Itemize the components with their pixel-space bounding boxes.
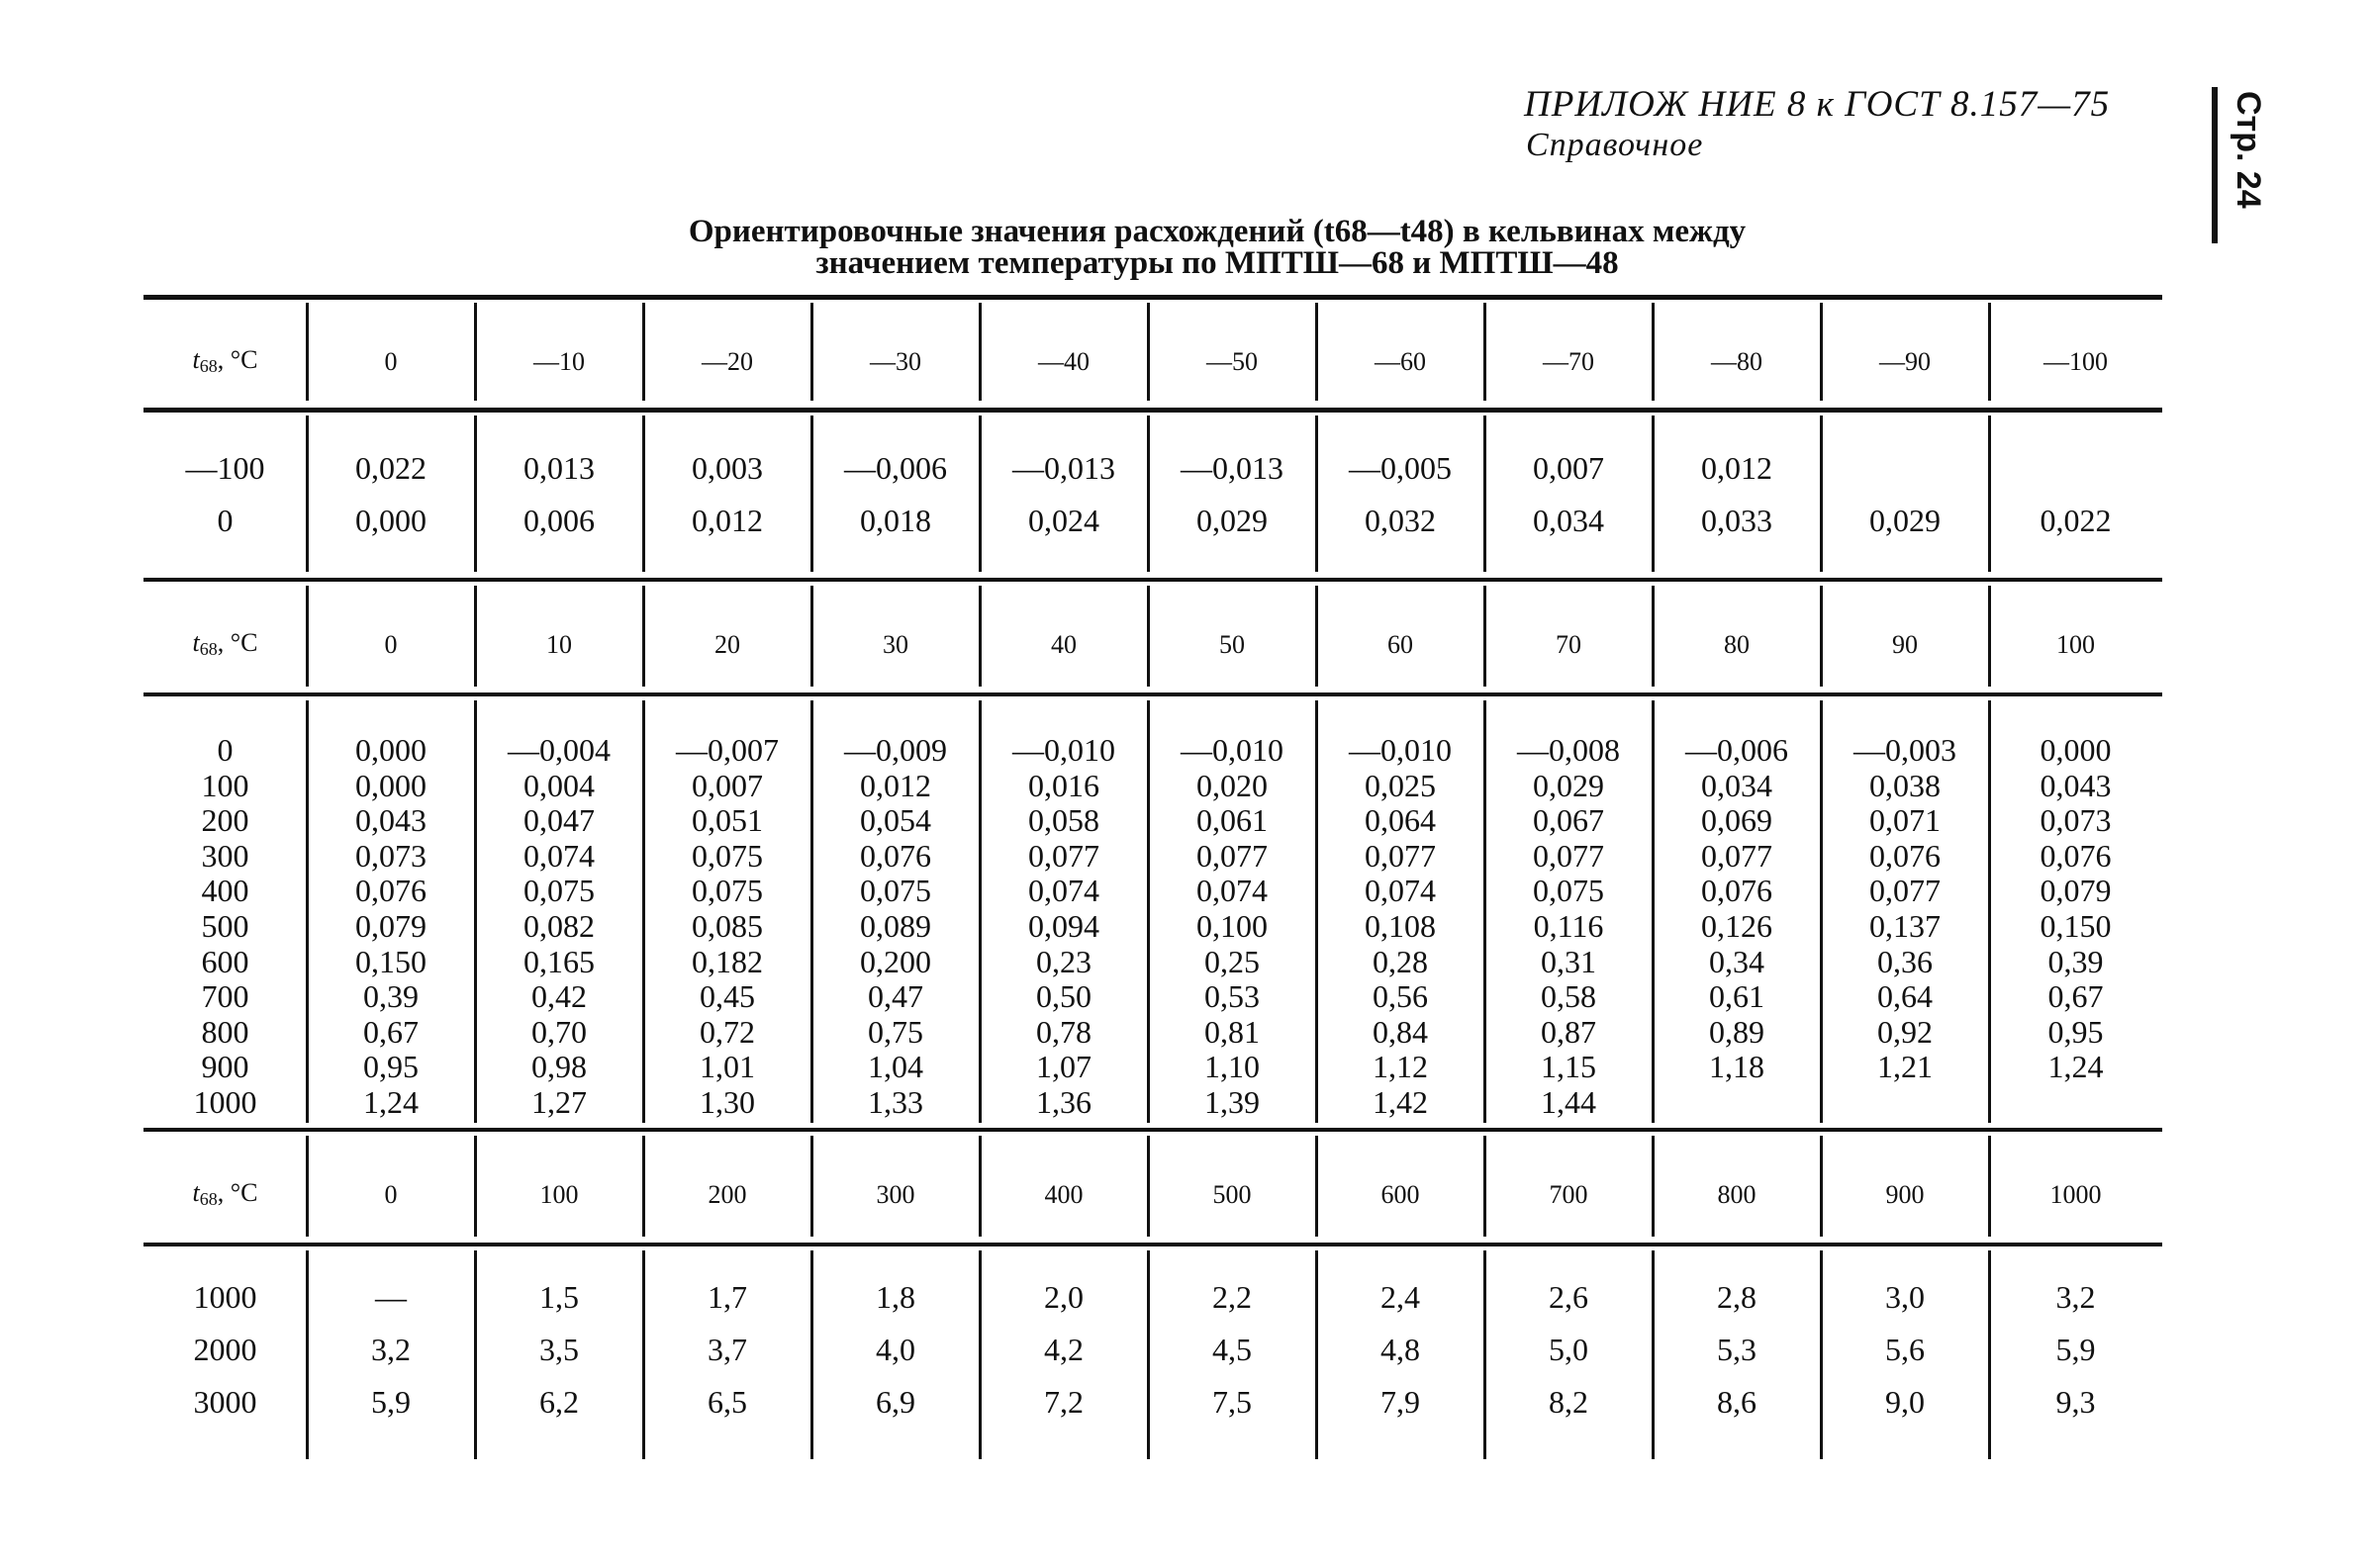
table-cell: 0,073 <box>355 837 427 874</box>
column-divider <box>474 415 477 572</box>
table-cell: 0,013 <box>523 450 595 486</box>
table-cell: 0,150 <box>2040 908 2112 944</box>
t-unit: , °C <box>217 1178 258 1207</box>
column-header: 0 <box>384 1180 398 1209</box>
table-cell: 1,04 <box>868 1049 923 1085</box>
table-cell: 0,36 <box>1877 943 1933 979</box>
column-header: 40 <box>1051 630 1077 659</box>
table-cell: 0,058 <box>1028 802 1099 839</box>
table-cell: 0,079 <box>2040 873 2112 909</box>
table-cell: —0,007 <box>676 732 779 768</box>
table-cell: 0,025 <box>1365 767 1436 803</box>
table-cell: 4,2 <box>1044 1332 1084 1367</box>
table-cell: 0,033 <box>1701 503 1772 538</box>
table-cell: 0,89 <box>1709 1013 1764 1050</box>
row-label: 2000 <box>193 1332 257 1367</box>
row-label: 400 <box>201 873 249 909</box>
row-label: 3000 <box>193 1384 257 1420</box>
table-cell: 2,2 <box>1212 1279 1252 1315</box>
table-cell: 7,2 <box>1044 1384 1084 1420</box>
table-cell: 1,24 <box>363 1084 419 1120</box>
table-cell: 0,61 <box>1709 978 1764 1015</box>
table-cell: 0,029 <box>1196 503 1268 538</box>
table-cell: 0,073 <box>2040 802 2112 839</box>
table-cell: 0,077 <box>1869 873 1941 909</box>
column-divider <box>1988 415 1991 572</box>
column-divider <box>810 415 813 572</box>
table-cell: 0,076 <box>1869 837 1941 874</box>
column-header: 50 <box>1219 630 1245 659</box>
table-cell: 0,076 <box>2040 837 2112 874</box>
table-cell: 0,95 <box>2047 1013 2104 1050</box>
table-cell: 0,064 <box>1365 802 1436 839</box>
t-symbol: t <box>192 628 200 657</box>
table-cell: 4,0 <box>876 1332 915 1367</box>
column-header: 300 <box>876 1180 915 1209</box>
table-cell: 0,077 <box>1365 837 1436 874</box>
table-cell: 0,75 <box>868 1013 923 1050</box>
table-cell: — <box>375 1279 407 1315</box>
table-cell: 1,39 <box>1204 1084 1260 1120</box>
table-cell: 5,9 <box>371 1384 411 1420</box>
table-cell: 0,50 <box>1036 978 1092 1015</box>
table-cell: 3,0 <box>1885 1279 1925 1315</box>
table-cell: 0,126 <box>1701 908 1772 944</box>
row-label: 600 <box>201 943 249 979</box>
table-cell: 0,67 <box>363 1013 419 1050</box>
t-unit: , °C <box>217 628 258 657</box>
page-number: Стр. 24 <box>2230 91 2267 209</box>
column-header: —90 <box>1879 347 1931 376</box>
column-header: 70 <box>1556 630 1581 659</box>
column-header: —10 <box>533 347 585 376</box>
table-cell: 8,2 <box>1549 1384 1588 1420</box>
table-cell: 0,000 <box>355 503 427 538</box>
table-cell: —0,010 <box>1181 732 1283 768</box>
column-divider <box>1820 415 1823 572</box>
table-cell: 0,075 <box>1533 873 1604 909</box>
table-cell: 1,27 <box>531 1084 587 1120</box>
table-cell: 0,076 <box>355 873 427 909</box>
table-cell: —0,008 <box>1517 732 1620 768</box>
table-cell: 1,07 <box>1036 1049 1092 1085</box>
column-header: —50 <box>1206 347 1258 376</box>
table-cell: 0,53 <box>1204 978 1260 1015</box>
table-cell: 0,108 <box>1365 908 1436 944</box>
table-cell: 1,01 <box>700 1049 755 1085</box>
table-cell: 0,116 <box>1533 908 1604 944</box>
table-cell: —0,003 <box>1853 732 1956 768</box>
column-header: 30 <box>883 630 908 659</box>
column-divider <box>1483 415 1486 572</box>
table-cell: 0,076 <box>860 837 931 874</box>
table-cell: 0,150 <box>355 943 427 979</box>
table-cell: 0,39 <box>363 978 419 1015</box>
table-cell: 0,082 <box>523 908 595 944</box>
table-cell: 0,003 <box>692 450 763 486</box>
table-cell: 7,9 <box>1380 1384 1420 1420</box>
table-cell: 8,6 <box>1717 1384 1757 1420</box>
table-cell: 3,2 <box>371 1332 411 1367</box>
table-cell: 0,25 <box>1204 943 1260 979</box>
row-label: 900 <box>201 1049 249 1085</box>
column-header: 700 <box>1549 1180 1588 1209</box>
t-symbol: t <box>192 1178 200 1207</box>
column-header: 200 <box>708 1180 747 1209</box>
table-cell: 0,077 <box>1533 837 1604 874</box>
table-cell: 0,012 <box>1701 450 1772 486</box>
table-cell: 0,28 <box>1373 943 1428 979</box>
table-cell: —0,009 <box>844 732 947 768</box>
table-cell: 0,000 <box>2040 732 2112 768</box>
table-cell: 0,81 <box>1204 1013 1260 1050</box>
table-cell: 0,64 <box>1877 978 1933 1015</box>
table-cell: 6,9 <box>876 1384 915 1420</box>
table-cell: 0,054 <box>860 802 931 839</box>
table-cell: 0,84 <box>1373 1013 1428 1050</box>
table-caption-line-2 <box>0 245 2374 282</box>
table-cell: 0,047 <box>523 802 595 839</box>
column-header: —60 <box>1375 347 1426 376</box>
table-cell: 0,074 <box>1028 873 1099 909</box>
table-cell: 3,2 <box>2055 1279 2096 1315</box>
table-cell: 0,165 <box>523 943 595 979</box>
table-cell: 1,10 <box>1204 1049 1260 1085</box>
table-cell: 0,016 <box>1028 767 1099 803</box>
table-cell: 4,5 <box>1212 1332 1252 1367</box>
table-cell: 0,077 <box>1028 837 1099 874</box>
table-cell: 3,5 <box>539 1332 579 1367</box>
column-header: —40 <box>1038 347 1090 376</box>
t-subscript: 68 <box>199 1189 218 1209</box>
table-cell: 0,67 <box>2047 978 2104 1015</box>
column-header: 800 <box>1717 1180 1757 1209</box>
table-cell: 0,45 <box>700 978 755 1015</box>
table-cell: 0,051 <box>692 802 763 839</box>
row-label: 300 <box>201 837 249 874</box>
table-cell: 0,075 <box>692 837 763 874</box>
table-rule <box>143 578 2162 582</box>
column-header: 0 <box>384 630 398 659</box>
column-header: 10 <box>546 630 572 659</box>
table-caption-text-2: значением температуры по МПТШ—68 и МПТШ—48 <box>815 245 1619 281</box>
table-cell: 0,95 <box>363 1049 419 1085</box>
column-header: 90 <box>1892 630 1918 659</box>
table-cell: —0,013 <box>1181 450 1283 486</box>
appendix-subtitle: Справочное <box>1526 127 1704 163</box>
table-cell: 9,3 <box>2055 1384 2096 1420</box>
column-header: 900 <box>1885 1180 1925 1209</box>
table-cell: 0,071 <box>1869 802 1941 839</box>
table-rule <box>143 1243 2162 1246</box>
row-label: 200 <box>201 802 249 839</box>
table-cell: 1,44 <box>1541 1084 1596 1120</box>
table-cell: 1,7 <box>708 1279 747 1315</box>
column-header: —70 <box>1543 347 1594 376</box>
table-cell: 0,067 <box>1533 802 1604 839</box>
table-cell: 7,5 <box>1212 1384 1252 1420</box>
header-label-t68 <box>143 342 307 384</box>
table-cell: 0,137 <box>1869 908 1941 944</box>
table-cell: —0,010 <box>1349 732 1452 768</box>
table-cell: 1,21 <box>1877 1049 1933 1085</box>
table-cell: 1,18 <box>1709 1049 1764 1085</box>
column-header: —20 <box>702 347 753 376</box>
table-cell: 0,39 <box>2047 943 2104 979</box>
table-cell: 0,074 <box>523 837 595 874</box>
table-cell: 0,038 <box>1869 767 1941 803</box>
table-cell: 0,87 <box>1541 1013 1596 1050</box>
table-cell: 1,12 <box>1373 1049 1428 1085</box>
header-label-t68 <box>143 625 307 667</box>
row-label: 800 <box>201 1013 249 1050</box>
row-label: 0 <box>217 503 234 538</box>
table-cell: 0,006 <box>523 503 595 538</box>
table-cell: 0,58 <box>1541 978 1596 1015</box>
table-cell: 0,72 <box>700 1013 755 1050</box>
table-cell: 0,075 <box>523 873 595 909</box>
column-header: 100 <box>539 1180 579 1209</box>
table-cell: 0,012 <box>860 767 931 803</box>
table-cell: 0,029 <box>1533 767 1604 803</box>
table-cell: 0,018 <box>860 503 931 538</box>
table-cell: —0,006 <box>844 450 947 486</box>
table-cell: 1,42 <box>1373 1084 1428 1120</box>
table-cell: 0,23 <box>1036 943 1092 979</box>
column-header: —30 <box>870 347 921 376</box>
table-cell: 0,061 <box>1196 802 1268 839</box>
table-caption-text-1: Ориентировочные значения расхождений (t68—t48) в кельвинах между <box>688 214 1747 249</box>
table-cell: 2,8 <box>1717 1279 1757 1315</box>
table-cell: —0,013 <box>1012 450 1115 486</box>
t-unit: , °C <box>217 345 258 374</box>
column-divider <box>642 415 645 572</box>
table-cell: 0,56 <box>1373 978 1428 1015</box>
table-cell: 6,2 <box>539 1384 579 1420</box>
column-divider <box>306 415 309 572</box>
table-cell: 0,032 <box>1365 503 1436 538</box>
table-cell: 0,089 <box>860 908 931 944</box>
table-cell: —0,010 <box>1012 732 1115 768</box>
table-cell: 0,007 <box>692 767 763 803</box>
t-subscript: 68 <box>199 356 218 376</box>
table-cell: 0,000 <box>355 767 427 803</box>
table-cell: 0,085 <box>692 908 763 944</box>
table-cell: 0,077 <box>1196 837 1268 874</box>
table-cell: 5,6 <box>1885 1332 1925 1367</box>
t-symbol: t <box>192 345 200 374</box>
table-cell: 0,182 <box>692 943 763 979</box>
table-cell: 0,075 <box>692 873 763 909</box>
table-cell: 0,004 <box>523 767 595 803</box>
column-divider <box>1315 415 1318 572</box>
column-divider <box>1147 415 1150 572</box>
column-divider <box>1652 415 1655 572</box>
column-header: 0 <box>384 347 398 376</box>
table-cell: 5,0 <box>1549 1332 1588 1367</box>
table-cell: 0,47 <box>868 978 923 1015</box>
column-header: 100 <box>2056 630 2095 659</box>
table-cell: 1,24 <box>2047 1049 2104 1085</box>
table-cell: 0,075 <box>860 873 931 909</box>
table-cell: 3,7 <box>708 1332 747 1367</box>
table-cell: 1,33 <box>868 1084 923 1120</box>
column-header: 1000 <box>2049 1180 2102 1209</box>
t-subscript: 68 <box>199 639 218 659</box>
table-cell: 0,043 <box>355 802 427 839</box>
column-header: —100 <box>2043 347 2108 376</box>
column-header: 80 <box>1724 630 1750 659</box>
table-cell: 2,6 <box>1549 1279 1588 1315</box>
table-cell: 0,70 <box>531 1013 587 1050</box>
table-cell: —0,006 <box>1685 732 1788 768</box>
table-cell: 0,034 <box>1701 767 1772 803</box>
column-divider <box>979 415 982 572</box>
table-cell: 0,42 <box>531 978 587 1015</box>
table-cell: 0,074 <box>1365 873 1436 909</box>
table-cell: 5,9 <box>2055 1332 2096 1367</box>
table-cell: 0,100 <box>1196 908 1268 944</box>
table-cell: 0,98 <box>531 1049 587 1085</box>
table-cell: 0,074 <box>1196 873 1268 909</box>
table-cell: 4,8 <box>1380 1332 1420 1367</box>
table-cell: 0,076 <box>1701 873 1772 909</box>
table-cell: 6,5 <box>708 1384 747 1420</box>
table-cell: 1,15 <box>1541 1049 1596 1085</box>
table-rule <box>143 692 2162 696</box>
table-cell: 0,094 <box>1028 908 1099 944</box>
row-label: —100 <box>185 450 265 486</box>
table-cell: 0,029 <box>1869 503 1941 538</box>
table-cell: 1,36 <box>1036 1084 1092 1120</box>
table-cell: —0,004 <box>508 732 611 768</box>
table-cell: 1,8 <box>876 1279 915 1315</box>
column-header: —80 <box>1711 347 1762 376</box>
table-cell: 0,077 <box>1701 837 1772 874</box>
table-cell: 1,5 <box>539 1279 579 1315</box>
table-cell: 5,3 <box>1717 1332 1757 1367</box>
table-cell: 0,020 <box>1196 767 1268 803</box>
column-header: 500 <box>1212 1180 1252 1209</box>
table-rule <box>143 295 2162 300</box>
table-cell: 0,043 <box>2040 767 2112 803</box>
table-rule <box>143 408 2162 413</box>
table-cell: 0,78 <box>1036 1013 1092 1050</box>
table-cell: 0,92 <box>1877 1013 1933 1050</box>
table-cell: 0,000 <box>355 732 427 768</box>
table-cell: 0,200 <box>860 943 931 979</box>
row-label: 1000 <box>193 1279 257 1315</box>
header-label-t68 <box>143 1175 307 1217</box>
table-cell: 2,4 <box>1380 1279 1420 1315</box>
table-cell: 0,012 <box>692 503 763 538</box>
table-cell: 2,0 <box>1044 1279 1084 1315</box>
table-cell: 0,31 <box>1541 943 1596 979</box>
row-label: 100 <box>201 767 249 803</box>
table-cell: 9,0 <box>1885 1384 1925 1420</box>
column-header: 60 <box>1387 630 1413 659</box>
table-cell: 0,007 <box>1533 450 1604 486</box>
row-label: 500 <box>201 908 249 944</box>
appendix-title: ПРИЛОЖ НИЕ 8 к ГОСТ 8.157—75 <box>1524 84 2111 125</box>
table-cell: 0,022 <box>2040 503 2112 538</box>
column-header: 20 <box>714 630 740 659</box>
table-cell: 0,034 <box>1533 503 1604 538</box>
table-cell: 0,34 <box>1709 943 1764 979</box>
table-cell: 0,024 <box>1028 503 1099 538</box>
table-rule <box>143 1128 2162 1132</box>
column-header: 600 <box>1380 1180 1420 1209</box>
table-cell: 0,069 <box>1701 802 1772 839</box>
column-header: 400 <box>1044 1180 1084 1209</box>
row-label: 700 <box>201 978 249 1015</box>
row-label: 1000 <box>193 1084 257 1120</box>
table-cell: 1,30 <box>700 1084 755 1120</box>
row-label: 0 <box>217 732 234 768</box>
table-cell: 0,022 <box>355 450 427 486</box>
table-cell: 0,079 <box>355 908 427 944</box>
table-cell: —0,005 <box>1349 450 1452 486</box>
